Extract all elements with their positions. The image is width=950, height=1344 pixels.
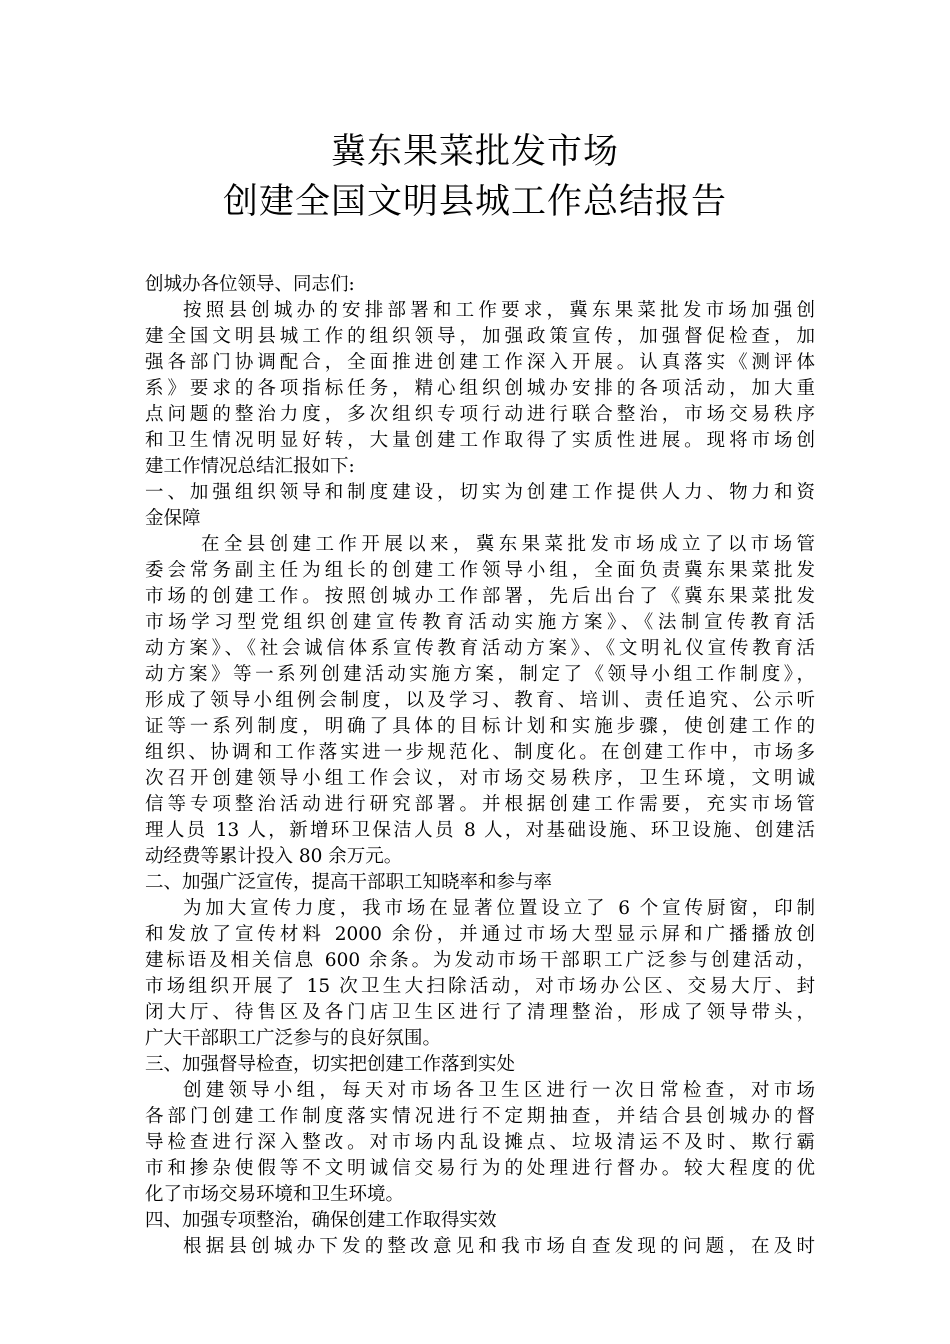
paragraph-line: 形成了领导小组例会制度，以及学习、教育、培训、责任追究、公示听 xyxy=(145,690,815,711)
paragraph-line: 市场的创建工作。按照创城办工作部署，先后出台了《冀东果菜批发 xyxy=(145,586,815,607)
paragraph-line: 建工作情况总结汇报如下: xyxy=(145,456,355,477)
title-line-2: 创建全国文明县城工作总结报告 xyxy=(222,182,727,222)
paragraph-line: 市场学习型党组织创建宣传教育活动实施方案》、《法制宣传教育活 xyxy=(145,612,815,633)
document-body xyxy=(145,272,815,1260)
paragraph-line: 建全国文明县城工作的组织领导，加强政策宣传，加强督促检查，加 xyxy=(145,326,815,347)
paragraph-line: 市和掺杂使假等不文明诚信交易行为的处理进行督办。较大程度的优 xyxy=(145,1158,815,1179)
paragraph-line: 市场组织开展了 15 次卫生大扫除活动，对市场办公区、交易大厅、封 xyxy=(145,976,815,997)
paragraph-line: 创建领导小组，每天对市场各卫生区进行一次日常检查，对市场 xyxy=(183,1080,815,1101)
paragraph-line: 金保障 xyxy=(145,508,201,529)
paragraph-line: 动经费等累计投入 80 余万元。 xyxy=(145,846,403,867)
paragraph-line: 化了市场交易环境和卫生环境。 xyxy=(145,1184,405,1205)
paragraph-line: 建标语及相关信息 600 余条。为发动市场干部职工广泛参与创建活动， xyxy=(145,950,815,971)
paragraph-line: 和卫生情况明显好转，大量创建工作取得了实质性进展。现将市场创 xyxy=(145,430,815,451)
section-heading: 一、加强组织领导和制度建设，切实为创建工作提供人力、物力和资 xyxy=(145,482,815,503)
paragraph-line: 为加大宣传力度，我市场在显著位置设立了 6 个宣传厨窗，印制 xyxy=(183,898,815,919)
paragraph-line: 按照县创城办的安排部署和工作要求，冀东果菜批发市场加强创 xyxy=(183,300,815,321)
paragraph-line: 组织、协调和工作落实进一步规范化、制度化。在创建工作中，市场多 xyxy=(145,742,815,763)
paragraph-line: 点问题的整治力度，多次组织专项行动进行联合整治，市场交易秩序 xyxy=(145,404,815,425)
paragraph-line: 次召开创建领导小组工作会议，对市场交易秩序，卫生环境，文明诚 xyxy=(145,768,815,789)
paragraph-line: 证等一系列制度，明确了具体的目标计划和实施步骤，使创建工作的 xyxy=(145,716,815,737)
paragraph-line: 各部门创建工作制度落实情况进行不定期抽查，并结合县创城办的督 xyxy=(145,1106,815,1127)
paragraph-line: 广大干部职工广泛参与的良好氛围。 xyxy=(145,1028,442,1049)
paragraph-line: 动方案》等一系列创建活动实施方案，制定了《领导小组工作制度》， xyxy=(145,664,815,685)
paragraph-line: 系》要求的各项指标任务，精心组织创城办安排的各项活动，加大重 xyxy=(145,378,815,399)
greeting: 创城办各位领导、同志们: xyxy=(145,274,355,295)
paragraph-line: 委会常务副主任为组长的创建工作领导小组，全面负责冀东果菜批发 xyxy=(145,560,815,581)
section-heading: 四、加强专项整治，确保创建工作取得实效 xyxy=(145,1210,497,1231)
paragraph-line: 强各部门协调配合，全面推进创建工作深入开展。认真落实《测评体 xyxy=(145,352,815,373)
paragraph-line: 信等专项整治活动进行研究部署。并根据创建工作需要，充实市场管 xyxy=(145,794,815,815)
paragraph-line: 动方案》、《社会诚信体系宣传教育活动方案》、《文明礼仪宣传教育活 xyxy=(145,638,815,659)
section-heading: 二、加强广泛宣传，提高干部职工知晓率和参与率 xyxy=(145,872,553,893)
paragraph-line: 理人员 13 人，新增环卫保洁人员 8 人，对基础设施、环卫设施、创建活 xyxy=(145,820,815,841)
paragraph-line: 在全县创建工作开展以来，冀东果菜批发市场成立了以市场管 xyxy=(201,534,815,555)
title-line-1: 冀东果菜批发市场 xyxy=(330,132,619,172)
paragraph-line: 闭大厅、待售区及各门店卫生区进行了清理整治，形成了领导带头， xyxy=(145,1002,815,1023)
paragraph-line: 导检查进行深入整改。对市场内乱设摊点、垃圾清运不及时、欺行霸 xyxy=(145,1132,815,1153)
paragraph-line: 和发放了宣传材料 2000 余份，并通过市场大型显示屏和广播播放创 xyxy=(145,924,815,945)
section-heading: 三、加强督导检查，切实把创建工作落到实处 xyxy=(145,1054,516,1075)
paragraph-line: 根据县创城办下发的整改意见和我市场自查发现的问题，在及时 xyxy=(183,1236,815,1257)
